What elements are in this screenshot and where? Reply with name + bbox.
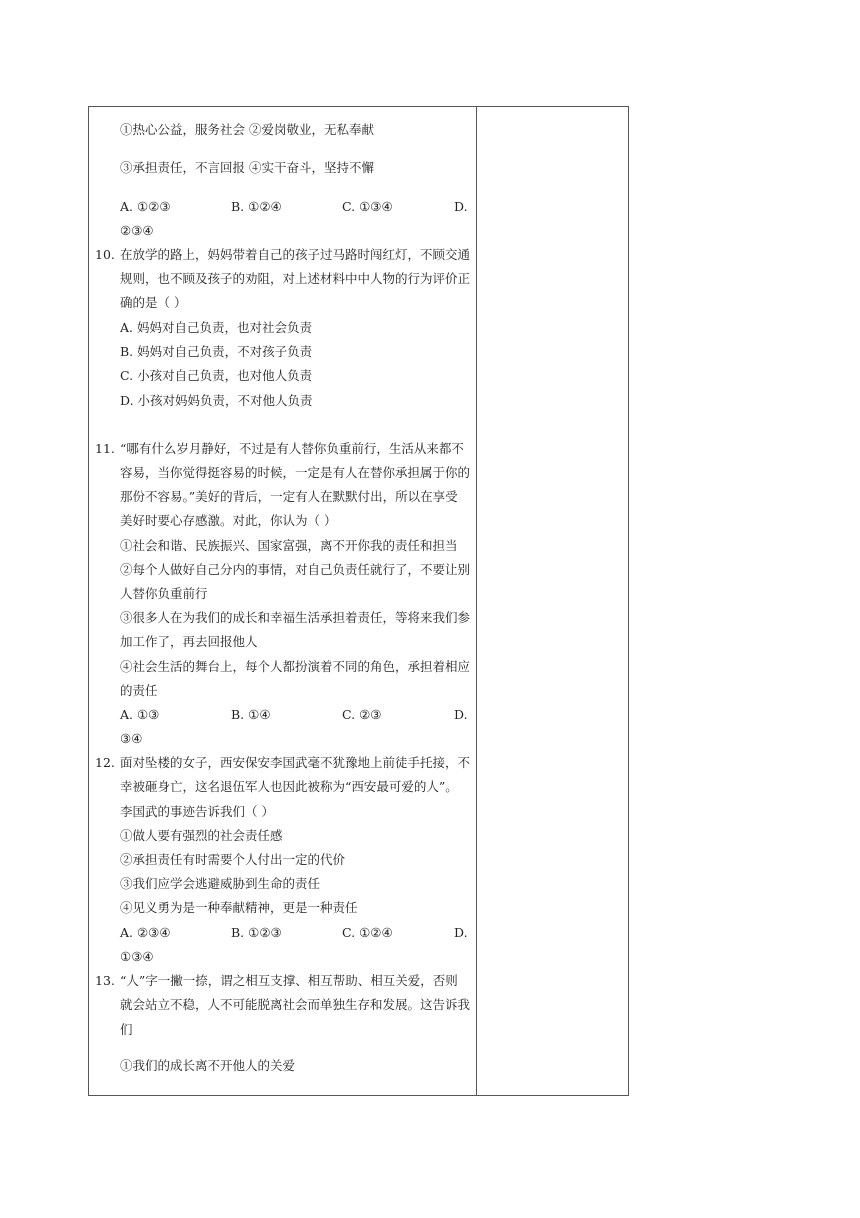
option: C. 小孩对自己负责，也对他人负责	[120, 368, 313, 383]
question-stem: 在放学的路上，妈妈带着自己的孩子过马路时闯红灯，不顾交通	[120, 247, 471, 262]
statement: 加工作了，再去回报他人	[120, 634, 258, 649]
choice-b: B. ①④	[231, 707, 271, 722]
notes-column	[477, 107, 628, 1095]
statement: ①我们的成长离不开他人的关爱	[120, 1058, 296, 1073]
option: A. 妈妈对自己负责，也对社会负责	[120, 320, 312, 335]
statement: ①做人要有强烈的社会责任感	[120, 828, 283, 843]
question-number: 10.	[95, 247, 115, 262]
question-stem: 确的是（ ）	[120, 295, 187, 310]
question-number: 11.	[95, 441, 115, 456]
choice-a: A. ②③④	[120, 925, 171, 940]
choice-c: C. ①②④	[342, 925, 393, 940]
question-stem: 容易，当你觉得挺容易的时候，一定是有人在替你承担属于你的	[120, 465, 471, 480]
choice-c: C. ①③④	[342, 199, 393, 214]
statement: ②承担责任有时需要个人付出一定的代价	[120, 852, 346, 867]
statement: ③我们应学会逃避威胁到生命的责任	[120, 876, 321, 891]
question-number: 13.	[95, 973, 115, 988]
question-stem: 面对坠楼的女子，西安保安李国武毫不犹豫地上前徒手托接，不	[120, 755, 471, 770]
statement: ④社会生活的舞台上，每个人都扮演着不同的角色，承担着相应	[120, 659, 471, 674]
question-stem: 们	[120, 1022, 133, 1037]
statement: ①社会和谐、民族振兴、国家富强，离不开你我的责任和担当	[120, 538, 458, 553]
choice-c: C. ②③	[342, 707, 382, 722]
choice-d-value: ②③④	[120, 223, 154, 238]
statement: 的责任	[120, 683, 158, 698]
choice-d-value: ①③④	[120, 949, 154, 964]
option: D. 小孩对妈妈负责，不对他人负责	[120, 393, 313, 408]
choice-d: D.	[454, 199, 468, 214]
question-stem: 幸被砸身亡，这名退伍军人也因此被称为“西安最可爱的人”。	[120, 779, 458, 794]
question-stem: “人”字一撇一捺，谓之相互支撑、相互帮助、相互关爱，否则	[120, 973, 458, 988]
question-stem: 美好时要心存感激。对此，你认为（ ）	[120, 513, 337, 528]
question-number: 12.	[95, 755, 115, 770]
question-stem: “哪有什么岁月静好，不过是有人替你负重前行，生活从来都不	[120, 441, 464, 456]
statement: 人替你负重前行	[120, 586, 208, 601]
option-line: ③承担责任，不言回报 ④实干奋斗，坚持不懈	[120, 160, 374, 175]
choice-b: B. ①②③	[231, 925, 282, 940]
choice-a: A. ①③	[120, 707, 160, 722]
choice-a: A. ①②③	[120, 199, 171, 214]
statement: ②每个人做好自己分内的事情，对自己负责任就行了，不要让别	[120, 562, 471, 577]
question-stem: 就会站立不稳，人不可能脱离社会而单独生存和发展。这告诉我	[120, 997, 471, 1012]
question-stem: 李国武的事迹告诉我们（ ）	[120, 804, 274, 819]
choice-d: D.	[454, 707, 468, 722]
choice-b: B. ①②④	[231, 199, 282, 214]
option-line: ①热心公益，服务社会 ②爱岗敬业，无私奉献	[120, 122, 374, 137]
choice-d: D.	[454, 925, 468, 940]
option: B. 妈妈对自己负责，不对孩子负责	[120, 344, 313, 359]
choice-d-value: ③④	[120, 731, 143, 746]
question-stem: 规则，也不顾及孩子的劝阻，对上述材料中中人物的行为评价正	[120, 271, 471, 286]
statement: ④见义勇为是一种奉献精神，更是一种责任	[120, 900, 358, 915]
worksheet-table	[88, 106, 629, 1096]
question-stem: 那份不容易。”美好的背后，一定有人在默默付出，所以在享受	[120, 489, 458, 504]
statement: ③很多人在为我们的成长和幸福生活承担着责任，等将来我们参	[120, 610, 471, 625]
